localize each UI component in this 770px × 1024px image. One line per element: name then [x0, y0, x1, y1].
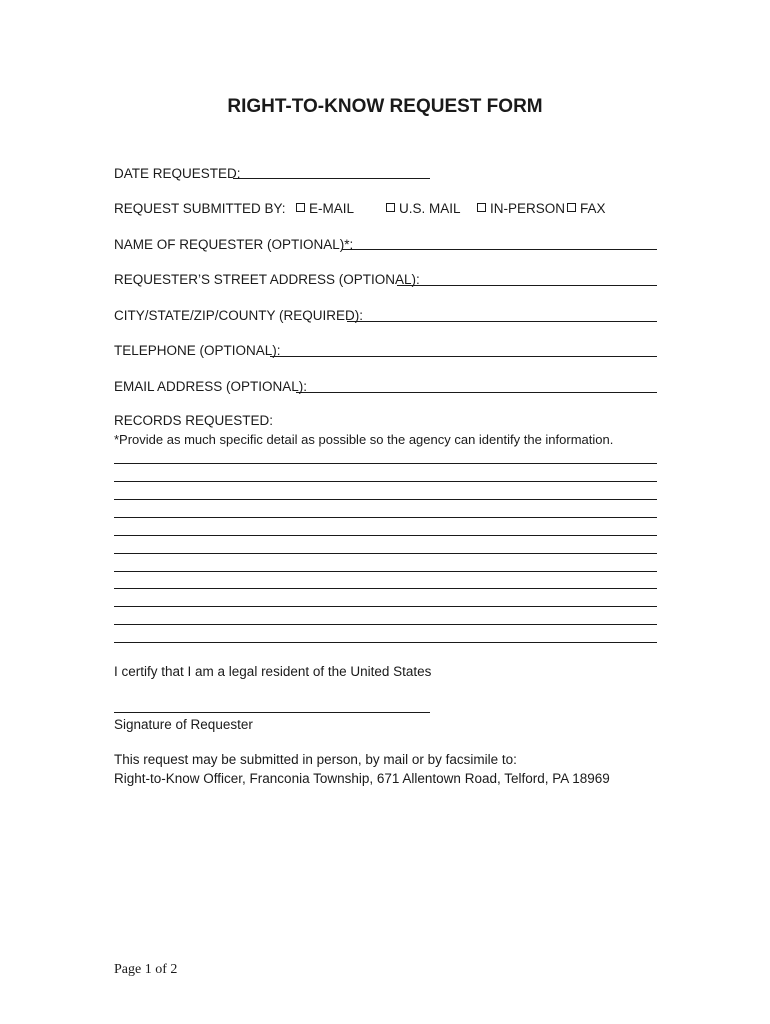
records-line[interactable] [114, 624, 657, 625]
option-us-mail[interactable] [386, 201, 461, 217]
checkbox-email[interactable] [296, 203, 305, 212]
checkbox-us-mail[interactable] [386, 203, 395, 212]
submit-info-line2: Right-to-Know Officer, Franconia Township, 671 Allentown Road, Telford, PA 18969 [114, 771, 610, 786]
signature-field[interactable] [114, 712, 430, 713]
option-us-mail-label: U.S. MAIL [399, 201, 461, 216]
signature-label: Signature of Requester [114, 717, 253, 732]
option-fax[interactable] [567, 201, 606, 217]
city-state-zip-field[interactable] [347, 321, 657, 322]
records-line[interactable] [114, 481, 657, 482]
telephone-field[interactable] [270, 356, 657, 357]
submitted-by-label: REQUEST SUBMITTED BY: [114, 201, 286, 216]
street-address-field[interactable] [397, 285, 657, 286]
telephone-label: TELEPHONE (OPTIONAL): [114, 343, 281, 358]
submit-info-line1: This request may be submitted in person, by mail or by facsimile to: [114, 752, 517, 767]
requester-name-field[interactable] [342, 249, 657, 250]
records-note: *Provide as much specific detail as possible so the agency can identify the information. [114, 432, 614, 447]
checkbox-in-person[interactable] [477, 203, 486, 212]
checkbox-fax[interactable] [567, 203, 576, 212]
date-requested-field[interactable] [233, 178, 430, 179]
option-fax-label: FAX [580, 201, 606, 216]
records-line[interactable] [114, 499, 657, 500]
date-requested-label: DATE REQUESTED: [114, 166, 241, 181]
records-line[interactable] [114, 463, 657, 464]
records-line[interactable] [114, 517, 657, 518]
email-address-label: EMAIL ADDRESS (OPTIONAL): [114, 379, 308, 394]
page-number: Page 1 of 2 [114, 962, 178, 977]
option-email-label: E-MAIL [309, 201, 355, 216]
option-in-person-label: IN-PERSON [490, 201, 566, 216]
option-in-person[interactable] [477, 201, 565, 217]
email-address-field[interactable] [296, 392, 657, 393]
option-email[interactable] [296, 201, 354, 217]
certify-statement: I certify that I am a legal resident of the United States [114, 664, 432, 679]
city-state-zip-label: CITY/STATE/ZIP/COUNTY (REQUIRED): [114, 308, 364, 323]
records-line[interactable] [114, 571, 657, 572]
records-requested-label: RECORDS REQUESTED: [114, 413, 274, 428]
records-line[interactable] [114, 642, 657, 643]
form-title: RIGHT-TO-KNOW REQUEST FORM [227, 96, 543, 117]
street-address-label: REQUESTER’S STREET ADDRESS (OPTIONAL): [114, 272, 420, 287]
records-line[interactable] [114, 553, 657, 554]
records-line[interactable] [114, 588, 657, 589]
records-line[interactable] [114, 535, 657, 536]
records-line[interactable] [114, 606, 657, 607]
requester-name-label: NAME OF REQUESTER (OPTIONAL)*: [114, 237, 354, 252]
